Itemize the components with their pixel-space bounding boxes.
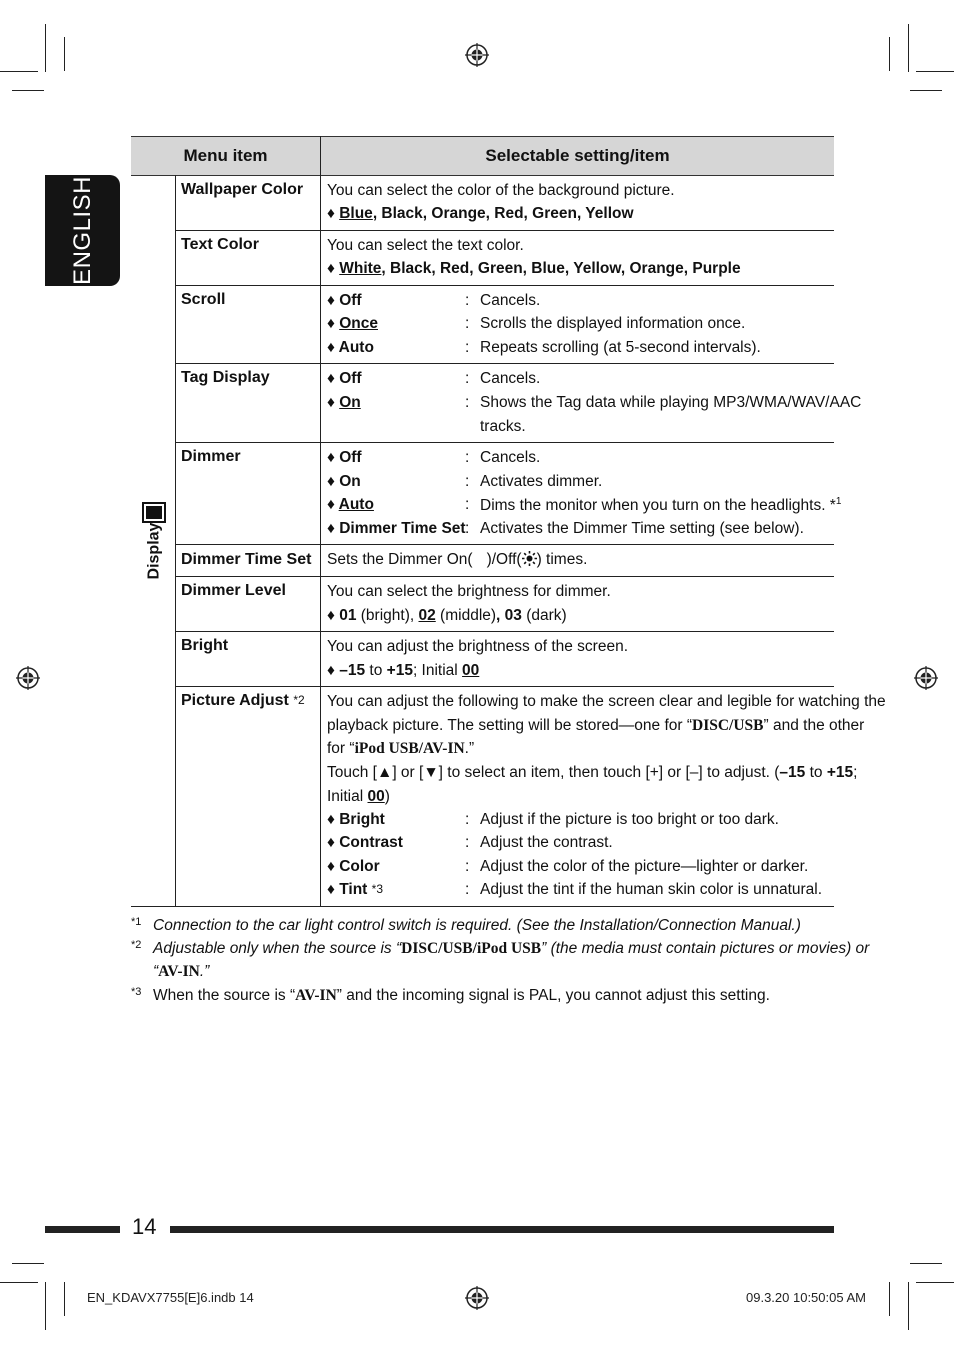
colon: : bbox=[465, 811, 470, 828]
registration-mark-icon bbox=[914, 666, 938, 690]
slug-timestamp: 09.3.20 10:50:05 AM bbox=[746, 1290, 866, 1305]
menu-item-text-color: Text Color bbox=[181, 236, 259, 253]
wallpaper-default: Blue bbox=[339, 205, 373, 222]
dimmer-option-desc: Dims the monitor when you turn on the headlights. *$^1$ bbox=[480, 496, 842, 515]
row-divider bbox=[175, 230, 834, 231]
scroll-option: ♦ Once bbox=[327, 315, 378, 332]
picture-option-desc: Adjust the color of the picture—lighter or darker. bbox=[480, 858, 809, 875]
tag-option-desc: Shows the Tag data while playing MP3/WMA/WAV/AAC bbox=[480, 394, 862, 411]
row-divider bbox=[175, 576, 834, 577]
dimmer-level-desc: You can select the brightness for dimmer. bbox=[327, 583, 611, 600]
scroll-option-desc: Repeats scrolling (at 5-second intervals). bbox=[480, 339, 761, 356]
colon: : bbox=[465, 834, 470, 851]
picture-desc-line5: Initial 00) bbox=[327, 788, 390, 805]
dimmer-time-desc: Sets the Dimmer On( )/Off( ) times. bbox=[327, 551, 588, 568]
menu-item-wallpaper-color: Wallpaper Color bbox=[181, 181, 304, 198]
footnote-mark: *1 bbox=[131, 916, 142, 928]
menu-item-picture-adjust: Picture Adjust *2 bbox=[181, 692, 305, 709]
scroll-option: ♦ Off bbox=[327, 292, 362, 309]
crop-mark bbox=[12, 90, 44, 91]
menu-item-bright: Bright bbox=[181, 637, 229, 654]
scroll-option-desc: Scrolls the displayed information once. bbox=[480, 315, 746, 332]
wallpaper-others: , Black, Orange, Red, Green, Yellow bbox=[372, 205, 634, 222]
footnote-2-cont: “AV-IN.” bbox=[153, 963, 210, 980]
dimmer-option: ♦ Auto bbox=[327, 496, 374, 513]
crop-mark bbox=[910, 1263, 942, 1264]
wallpaper-desc: You can select the color of the background picture. bbox=[327, 182, 675, 199]
crop-mark bbox=[12, 1263, 44, 1264]
dimmer-option: ♦ Off bbox=[327, 449, 362, 466]
picture-option-desc: Adjust if the picture is too bright or too dark. bbox=[480, 811, 779, 828]
page-bar-left bbox=[45, 1226, 120, 1233]
table-bottom bbox=[131, 906, 834, 907]
picture-desc-line2: playback picture. The setting will be stored—one for “DISC/USB” and the other bbox=[327, 717, 865, 734]
tag-option-desc-cont: tracks. bbox=[480, 418, 526, 435]
footnote-mark: *3 bbox=[131, 986, 142, 998]
dimmer-option-desc: Activates the Dimmer Time setting (see below). bbox=[480, 520, 804, 537]
registration-mark-icon bbox=[465, 43, 489, 67]
tag-option-desc: Cancels. bbox=[480, 370, 541, 387]
crop-mark bbox=[45, 1282, 46, 1330]
header-selectable-setting: Selectable setting/item bbox=[485, 146, 670, 165]
picture-option: ♦ Color bbox=[327, 858, 380, 875]
text-color-default: White bbox=[339, 260, 382, 277]
crop-mark bbox=[64, 1282, 65, 1316]
menu-item-scroll: Scroll bbox=[181, 291, 226, 308]
registration-mark-icon bbox=[16, 666, 40, 690]
row-divider bbox=[175, 544, 834, 545]
monitor-icon bbox=[142, 502, 166, 524]
colon: : bbox=[465, 449, 470, 466]
bright-desc: You can adjust the brightness of the screen. bbox=[327, 638, 629, 655]
picture-desc-line3: for “iPod USB/AV-IN.” bbox=[327, 740, 475, 757]
colon: : bbox=[465, 370, 470, 387]
slug-file-info: EN_KDAVX7755[E]6.indb 14 bbox=[87, 1290, 254, 1305]
crop-mark bbox=[45, 24, 46, 72]
crop-mark bbox=[910, 90, 942, 91]
picture-option: ♦ Bright bbox=[327, 811, 385, 828]
footnote-3: When the source is “AV-IN” and the incoming signal is PAL, you cannot adjust this setting. bbox=[153, 987, 770, 1004]
menu-item-dimmer-level: Dimmer Level bbox=[181, 582, 286, 599]
colon: : bbox=[465, 292, 470, 309]
language-tab-label: ENGLISH bbox=[69, 176, 96, 285]
colon: : bbox=[465, 881, 470, 898]
language-tab bbox=[45, 175, 120, 286]
dimmer-level-options: ♦ 01 (bright), 02 (middle), 03 (dark) bbox=[327, 607, 567, 624]
crop-mark bbox=[0, 1282, 38, 1283]
crop-mark bbox=[889, 37, 890, 71]
colon: : bbox=[465, 315, 470, 332]
text-color-desc: You can select the text color. bbox=[327, 237, 524, 254]
picture-option-desc: Adjust the contrast. bbox=[480, 834, 613, 851]
colon: : bbox=[465, 473, 470, 490]
crop-mark bbox=[0, 71, 38, 72]
picture-option: ♦ Contrast bbox=[327, 834, 403, 851]
page-number: 14 bbox=[132, 1214, 157, 1239]
scroll-option: ♦ Auto bbox=[327, 339, 374, 356]
row-divider bbox=[175, 631, 834, 632]
picture-option-desc: Adjust the tint if the human skin color is unnatural. bbox=[480, 881, 823, 898]
colon: : bbox=[465, 858, 470, 875]
scroll-option-desc: Cancels. bbox=[480, 292, 541, 309]
crop-mark bbox=[889, 1282, 890, 1316]
row-divider bbox=[175, 363, 834, 364]
display-group bbox=[140, 500, 170, 590]
footnote-1: Connection to the car light control switch is required. (See the Installation/Connection Manual.) bbox=[153, 917, 801, 934]
wallpaper-options: ♦ Blue, Black, Orange, Red, Green, Yellow bbox=[327, 205, 634, 222]
tag-option: ♦ Off bbox=[327, 370, 362, 387]
colon: : bbox=[465, 339, 470, 356]
sun-icon bbox=[522, 551, 537, 566]
crop-mark bbox=[908, 1282, 909, 1330]
text-color-others: , Black, Red, Green, Blue, Yellow, Orange, Purple bbox=[381, 260, 741, 277]
footnote-2: Adjustable only when the source is “DISC/USB/iPod USB” (the media must contain pictures or movies) or bbox=[153, 940, 870, 957]
picture-desc-line1: You can adjust the following to make the screen clear and legible for watching the bbox=[327, 693, 886, 710]
picture-option: ♦ Tint *3 bbox=[327, 881, 383, 898]
colon: : bbox=[465, 496, 470, 513]
page-bar-right bbox=[170, 1226, 834, 1233]
dimmer-option-desc: Cancels. bbox=[480, 449, 541, 466]
menu-item-dimmer: Dimmer bbox=[181, 448, 241, 465]
picture-desc-line4: Touch [▲] or [▼] to select an item, then touch [+] or [–] to adjust. (–15 to +15; bbox=[327, 764, 858, 781]
menu-item-dimmer-time-set: Dimmer Time Set bbox=[181, 551, 312, 568]
crop-mark bbox=[916, 71, 954, 72]
tag-option: ♦ On bbox=[327, 394, 361, 411]
bright-range: ♦ –15 to +15; Initial 00 bbox=[327, 662, 480, 679]
crop-mark bbox=[908, 24, 909, 72]
dimmer-option: ♦ On bbox=[327, 473, 361, 490]
footnote-mark: *2 bbox=[131, 939, 142, 951]
row-divider bbox=[175, 686, 834, 687]
menu-item-tag-display: Tag Display bbox=[181, 369, 270, 386]
crop-mark bbox=[916, 1282, 954, 1283]
text-color-options: ♦ White, Black, Red, Green, Blue, Yellow, Orange, Purple bbox=[327, 260, 741, 277]
colon: : bbox=[465, 394, 470, 411]
dimmer-option: ♦ Dimmer Time Set bbox=[327, 520, 466, 537]
colon: : bbox=[465, 520, 470, 537]
crop-mark bbox=[64, 37, 65, 71]
dimmer-option-desc: Activates dimmer. bbox=[480, 473, 603, 490]
registration-mark-icon bbox=[465, 1286, 489, 1310]
row-divider bbox=[175, 285, 834, 286]
group-label-display: Display bbox=[145, 522, 163, 580]
moon-icon bbox=[473, 552, 487, 566]
row-divider bbox=[175, 442, 834, 443]
header-menu-item: Menu item bbox=[183, 146, 268, 165]
